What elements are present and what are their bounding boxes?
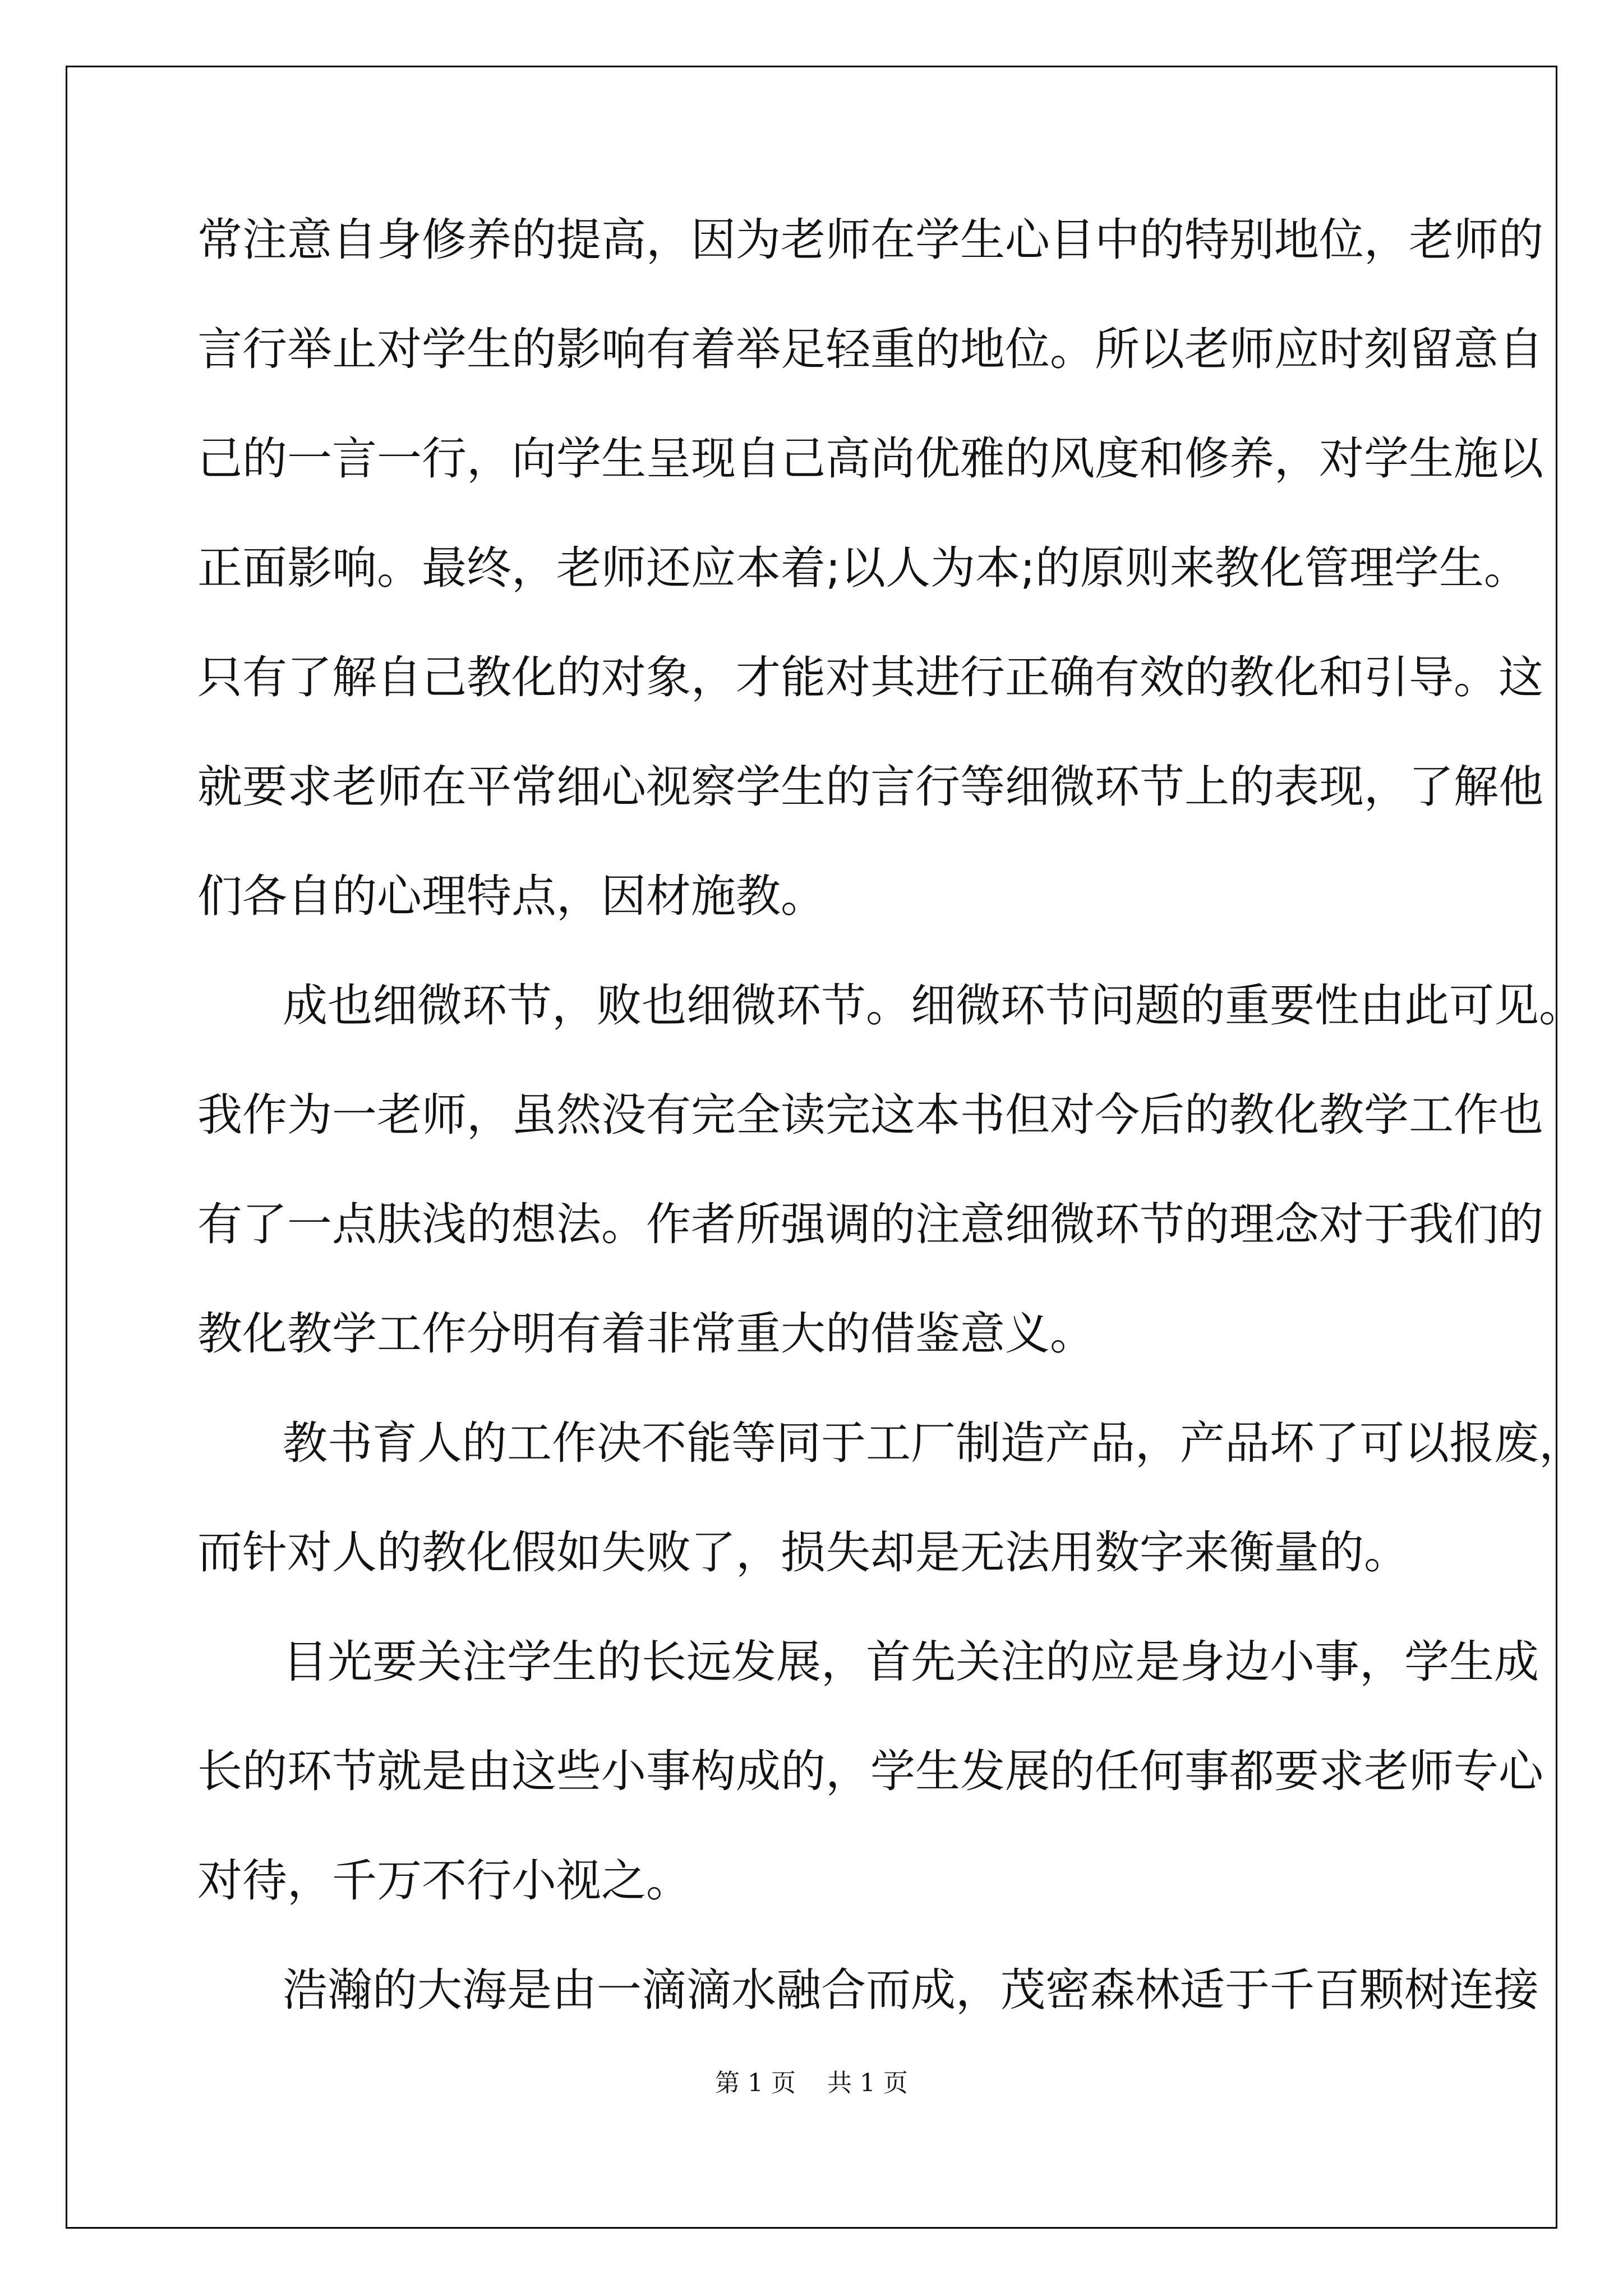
text-line: 们各自的心理特点，因材施教。: [197, 870, 826, 922]
text-line: 长的环节就是由这些小事构成的，学生发展的任何事都要求老师专心: [197, 1745, 1543, 1797]
text-line: 就要求老师在平常细心视察学生的言行等细微环节上的表现，了解他: [197, 761, 1543, 813]
text-line: 正面影响。最终，老师还应本着;以人为本;的原则来教化管理学生。: [197, 542, 1529, 594]
paragraph-first-line: 成也细微环节，败也细微环节。细微环节问题的重要性由此可见。: [283, 979, 1584, 1032]
paragraph-first-line: 教书育人的工作决不能等同于工厂制造产品，产品坏了可以报废，: [283, 1417, 1584, 1469]
paragraph-first-line: 浩瀚的大海是由一滴滴水融合而成，茂密森林适于千百颗树连接: [283, 1964, 1539, 2016]
paragraph-first-line: 目光要关注学生的长远发展，首先关注的应是身边小事，学生成: [283, 1636, 1539, 1688]
text-line: 常注意自身修养的提高，因为老师在学生心目中的特别地位，老师的: [197, 214, 1543, 266]
text-line: 我作为一老师，虽然没有完全读完这本书但对今后的教化教学工作也: [197, 1089, 1543, 1141]
text-line: 言行举止对学生的影响有着举足轻重的地位。所以老师应时刻留意自: [197, 323, 1543, 375]
text-line: 而针对人的教化假如失败了，损失却是无法用数字来衡量的。: [197, 1526, 1409, 1579]
text-line: 只有了解自己教化的对象，才能对其进行正确有效的教化和引导。这: [197, 651, 1543, 703]
text-line: 己的一言一行，向学生呈现自己高尚优雅的风度和修养，对学生施以: [197, 432, 1543, 485]
page-number-footer: 第 1 页 共 1 页: [715, 2069, 908, 2097]
text-line: 教化教学工作分明有着非常重大的借鉴意义。: [197, 1308, 1095, 1360]
text-line: 有了一点肤浅的想法。作者所强调的注意细微环节的理念对于我们的: [197, 1198, 1543, 1250]
text-line: 对待，千万不行小视之。: [197, 1855, 691, 1907]
